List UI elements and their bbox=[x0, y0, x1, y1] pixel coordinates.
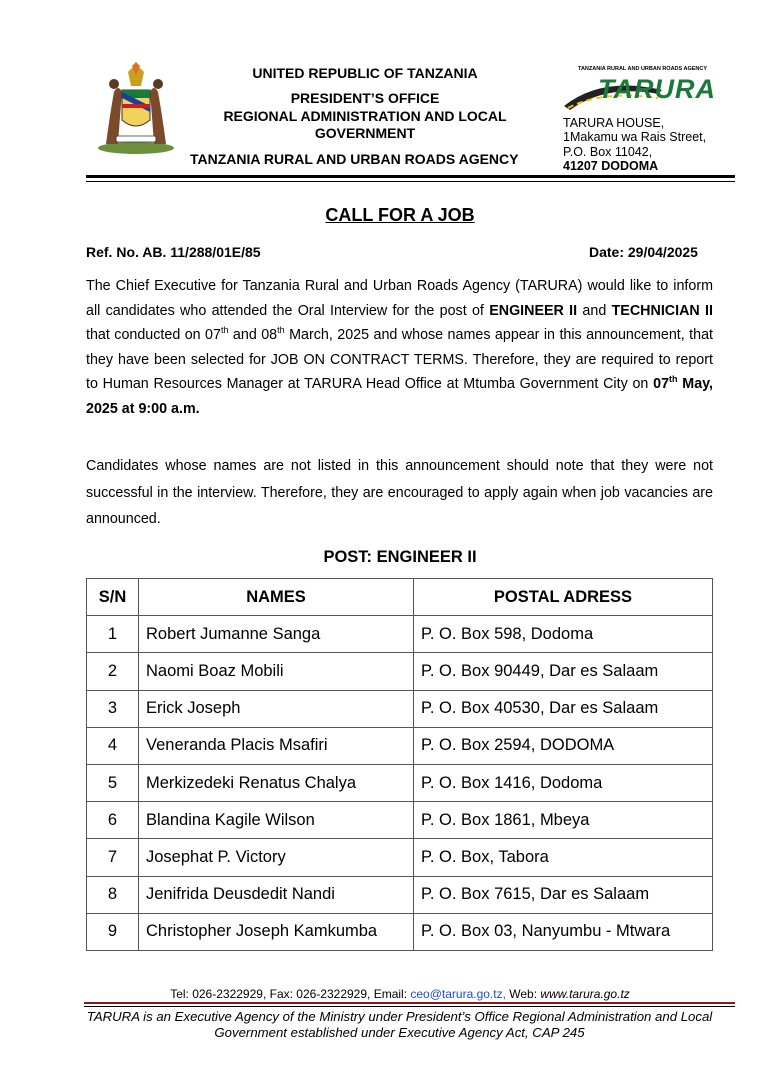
table-row bbox=[87, 913, 713, 950]
cell-name: Veneranda Placis Msafiri bbox=[139, 727, 414, 764]
cell-postal-address: P. O. Box 90449, Dar es Salaam bbox=[414, 653, 713, 690]
cell-postal-address: P. O. Box 40530, Dar es Salaam bbox=[414, 690, 713, 727]
cell-postal-address: P. O. Box, Tabora bbox=[414, 839, 713, 876]
cell-sn: 6 bbox=[87, 802, 139, 839]
post-title: POST: ENGINEER II bbox=[323, 548, 477, 566]
footer-rule-thin bbox=[84, 1006, 735, 1007]
cell-sn: 1 bbox=[87, 616, 139, 653]
unsuccessful-notice-paragraph: Candidates whose names are not listed in this announcement should note that they were not successful in the interview. Therefore, they are encouraged to apply again when job vacancies are announced. bbox=[86, 458, 713, 527]
cell-sn: 4 bbox=[87, 727, 139, 764]
reference-number: Ref. No. AB. 11/288/01E/85 bbox=[86, 244, 261, 260]
cell-name: Josephat P. Victory bbox=[139, 839, 414, 876]
cell-name: Blandina Kagile Wilson bbox=[139, 802, 414, 839]
footer-contact: Tel: 026-2322929, Fax: 026-2322929, Email: ceo@tarura.go.tz, Web: www.tarura.go.tz bbox=[170, 987, 630, 1001]
column-header-names: NAMES bbox=[139, 579, 414, 616]
table-header-row bbox=[87, 579, 713, 616]
page-title: CALL FOR A JOB bbox=[325, 205, 475, 225]
table-row bbox=[87, 839, 713, 876]
email-link[interactable]: ceo@tarura.go.tz, bbox=[410, 987, 506, 1001]
cell-sn: 2 bbox=[87, 653, 139, 690]
cell-name: Jenifrida Deusdedit Nandi bbox=[139, 876, 414, 913]
header-ministry-line1: REGIONAL ADMINISTRATION AND LOCAL bbox=[223, 108, 507, 124]
cell-postal-address: P. O. Box 1416, Dodoma bbox=[414, 764, 713, 801]
header-country: UNITED REPUBLIC OF TANZANIA bbox=[252, 65, 478, 81]
table-row bbox=[87, 653, 713, 690]
tarura-logo: TANZANIA RURAL AND URBAN ROADS AGENCY TARURA bbox=[562, 66, 698, 116]
header-office: PRESIDENT’S OFFICE bbox=[290, 90, 440, 106]
coat-of-arms-emblem bbox=[92, 62, 180, 156]
table-row bbox=[87, 616, 713, 653]
cell-name: Merkizedeki Renatus Chalya bbox=[139, 764, 414, 801]
cell-postal-address: P. O. Box 7615, Dar es Salaam bbox=[414, 876, 713, 913]
address-line: TARURA HOUSE, bbox=[563, 116, 665, 130]
cell-sn: 8 bbox=[87, 876, 139, 913]
header-ministry-line2: GOVERNMENT bbox=[314, 125, 416, 141]
table-row bbox=[87, 727, 713, 764]
column-header-sn: S/N bbox=[87, 579, 139, 616]
cell-name: Naomi Boaz Mobili bbox=[139, 653, 414, 690]
cell-sn: 9 bbox=[87, 913, 139, 950]
table-row bbox=[87, 764, 713, 801]
footer-note: TARURA is an Executive Agency of the Ministry under President’s Office Regional Administration and Local Government established under Executive Agency Act, CAP 245 bbox=[86, 1009, 713, 1040]
candidates-table bbox=[86, 578, 713, 951]
address-line: 1Makamu wa Rais Street, bbox=[563, 130, 707, 144]
cell-name: Robert Jumanne Sanga bbox=[139, 616, 414, 653]
table-row bbox=[87, 802, 713, 839]
document-date: Date: 29/04/2025 bbox=[589, 244, 698, 260]
cell-sn: 7 bbox=[87, 839, 139, 876]
header-agency: TANZANIA RURAL AND URBAN ROADS AGENCY bbox=[190, 151, 519, 167]
table-row bbox=[87, 690, 713, 727]
website-link[interactable]: www.tarura.go.tz bbox=[540, 987, 630, 1001]
announcement-paragraph: The Chief Executive for Tanzania Rural and Urban Roads Agency (TARURA) would like to inform all candidates who attended the Oral Interview for the post of ENGINEER II and TECHNICIAN II that conducted on 07th and 08th March, 2025 and whose names appear in this announcement, that they have been selected for JOB ON CONTRACT TERMS. Therefore, they are required to report to Human Resources Manager at TARURA Head Office at Mtumba Government City on 07th May, 2025 at 9:00 a.m. bbox=[86, 278, 714, 417]
address-line: P.O. Box 11042, bbox=[563, 145, 653, 159]
cell-postal-address: P. O. Box 598, Dodoma bbox=[414, 616, 713, 653]
header-rule bbox=[86, 175, 735, 178]
cell-postal-address: P. O. Box 2594, DODOMA bbox=[414, 727, 713, 764]
table-row bbox=[87, 876, 713, 913]
column-header-postal-address: POSTAL ADRESS bbox=[414, 579, 713, 616]
cell-postal-address: P. O. Box 1861, Mbeya bbox=[414, 802, 713, 839]
cell-name: Christopher Joseph Kamkumba bbox=[139, 913, 414, 950]
cell-postal-address: P. O. Box 03, Nanyumbu - Mtwara bbox=[414, 913, 713, 950]
header-rule-thin bbox=[86, 181, 735, 182]
cell-sn: 5 bbox=[87, 764, 139, 801]
address-line: 41207 DODOMA bbox=[563, 159, 659, 173]
footer-rule bbox=[84, 1002, 735, 1004]
cell-name: Erick Joseph bbox=[139, 690, 414, 727]
cell-sn: 3 bbox=[87, 690, 139, 727]
